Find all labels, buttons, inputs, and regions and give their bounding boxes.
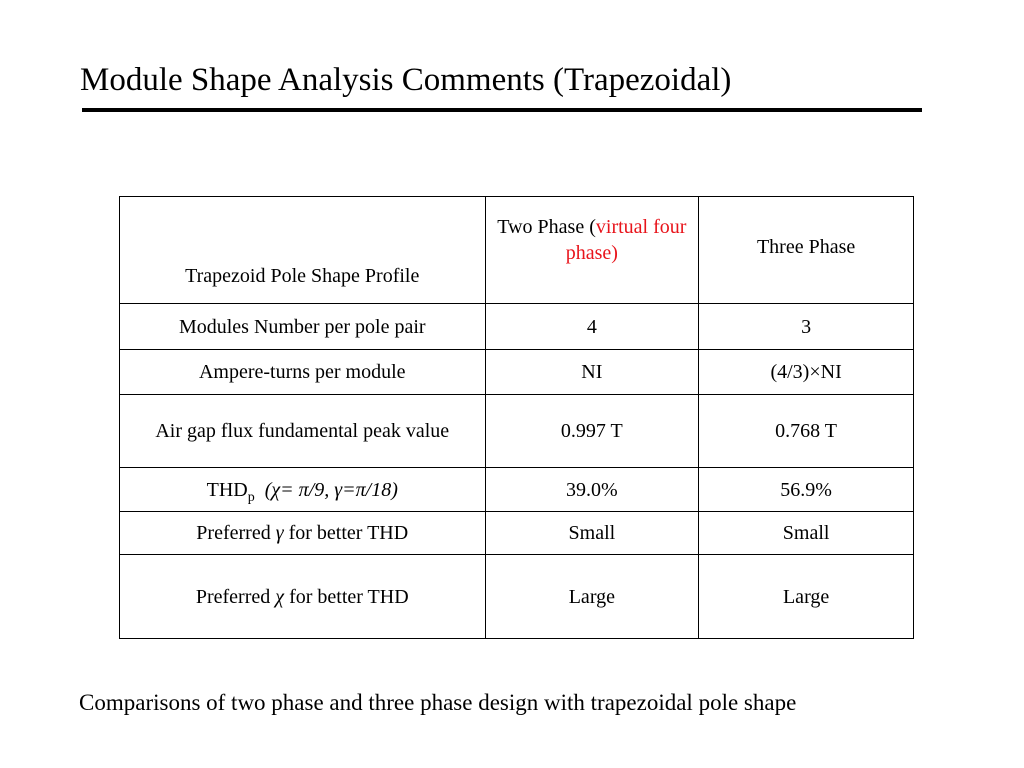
table-row bbox=[120, 350, 914, 395]
figure-caption: Comparisons of two phase and three phase design with trapezoidal pole shape bbox=[79, 690, 797, 715]
comparison-table bbox=[119, 196, 914, 639]
thd-label: THD bbox=[206, 478, 248, 501]
table-row bbox=[120, 512, 914, 555]
thd-subscript: p bbox=[247, 489, 255, 505]
row-label-prefix: Preferred bbox=[196, 522, 276, 544]
two-phase-value: 0.997 T bbox=[485, 395, 699, 468]
row-label: Modules Number per pole pair bbox=[120, 304, 486, 350]
chi-symbol: χ bbox=[275, 585, 285, 608]
row-label-prefix: Preferred bbox=[195, 585, 276, 608]
table-row bbox=[120, 555, 914, 639]
slide-title: Module Shape Analysis Comments (Trapezoidal) bbox=[80, 62, 732, 98]
row-label-suffix: for better THD bbox=[284, 585, 409, 608]
table-row bbox=[120, 304, 914, 350]
header-two-phase-note: virtual four phase) bbox=[565, 216, 687, 264]
table-header-row bbox=[120, 197, 914, 304]
table-row bbox=[120, 468, 914, 512]
thd-parameters: (χ= π/9, γ=π/18) bbox=[264, 478, 398, 501]
title-underline bbox=[82, 108, 922, 112]
two-phase-value: NI bbox=[485, 350, 699, 395]
three-phase-value: Large bbox=[699, 555, 914, 639]
table-row bbox=[120, 395, 914, 468]
three-phase-value: (4/3)×NI bbox=[699, 350, 914, 395]
three-phase-value: Small bbox=[699, 512, 914, 555]
gamma-symbol: γ bbox=[275, 522, 284, 544]
three-phase-value: 0.768 T bbox=[699, 395, 914, 468]
header-profile: Trapezoid Pole Shape Profile bbox=[120, 197, 486, 304]
three-phase-value: 56.9% bbox=[699, 468, 914, 512]
header-two-phase-label: Two Phase ( bbox=[497, 216, 596, 238]
three-phase-value: 3 bbox=[699, 304, 914, 350]
row-label: Air gap flux fundamental peak value bbox=[120, 395, 486, 468]
row-label-suffix: for better THD bbox=[283, 522, 409, 544]
row-label bbox=[120, 468, 486, 512]
two-phase-value: Large bbox=[485, 555, 699, 639]
row-label: Ampere-turns per module bbox=[120, 350, 486, 395]
header-three-phase: Three Phase bbox=[699, 197, 914, 304]
row-label bbox=[120, 512, 486, 555]
two-phase-value: 39.0% bbox=[485, 468, 699, 512]
row-label bbox=[120, 555, 486, 639]
two-phase-value: 4 bbox=[485, 304, 699, 350]
header-two-phase bbox=[485, 197, 699, 304]
two-phase-value: Small bbox=[485, 512, 699, 555]
